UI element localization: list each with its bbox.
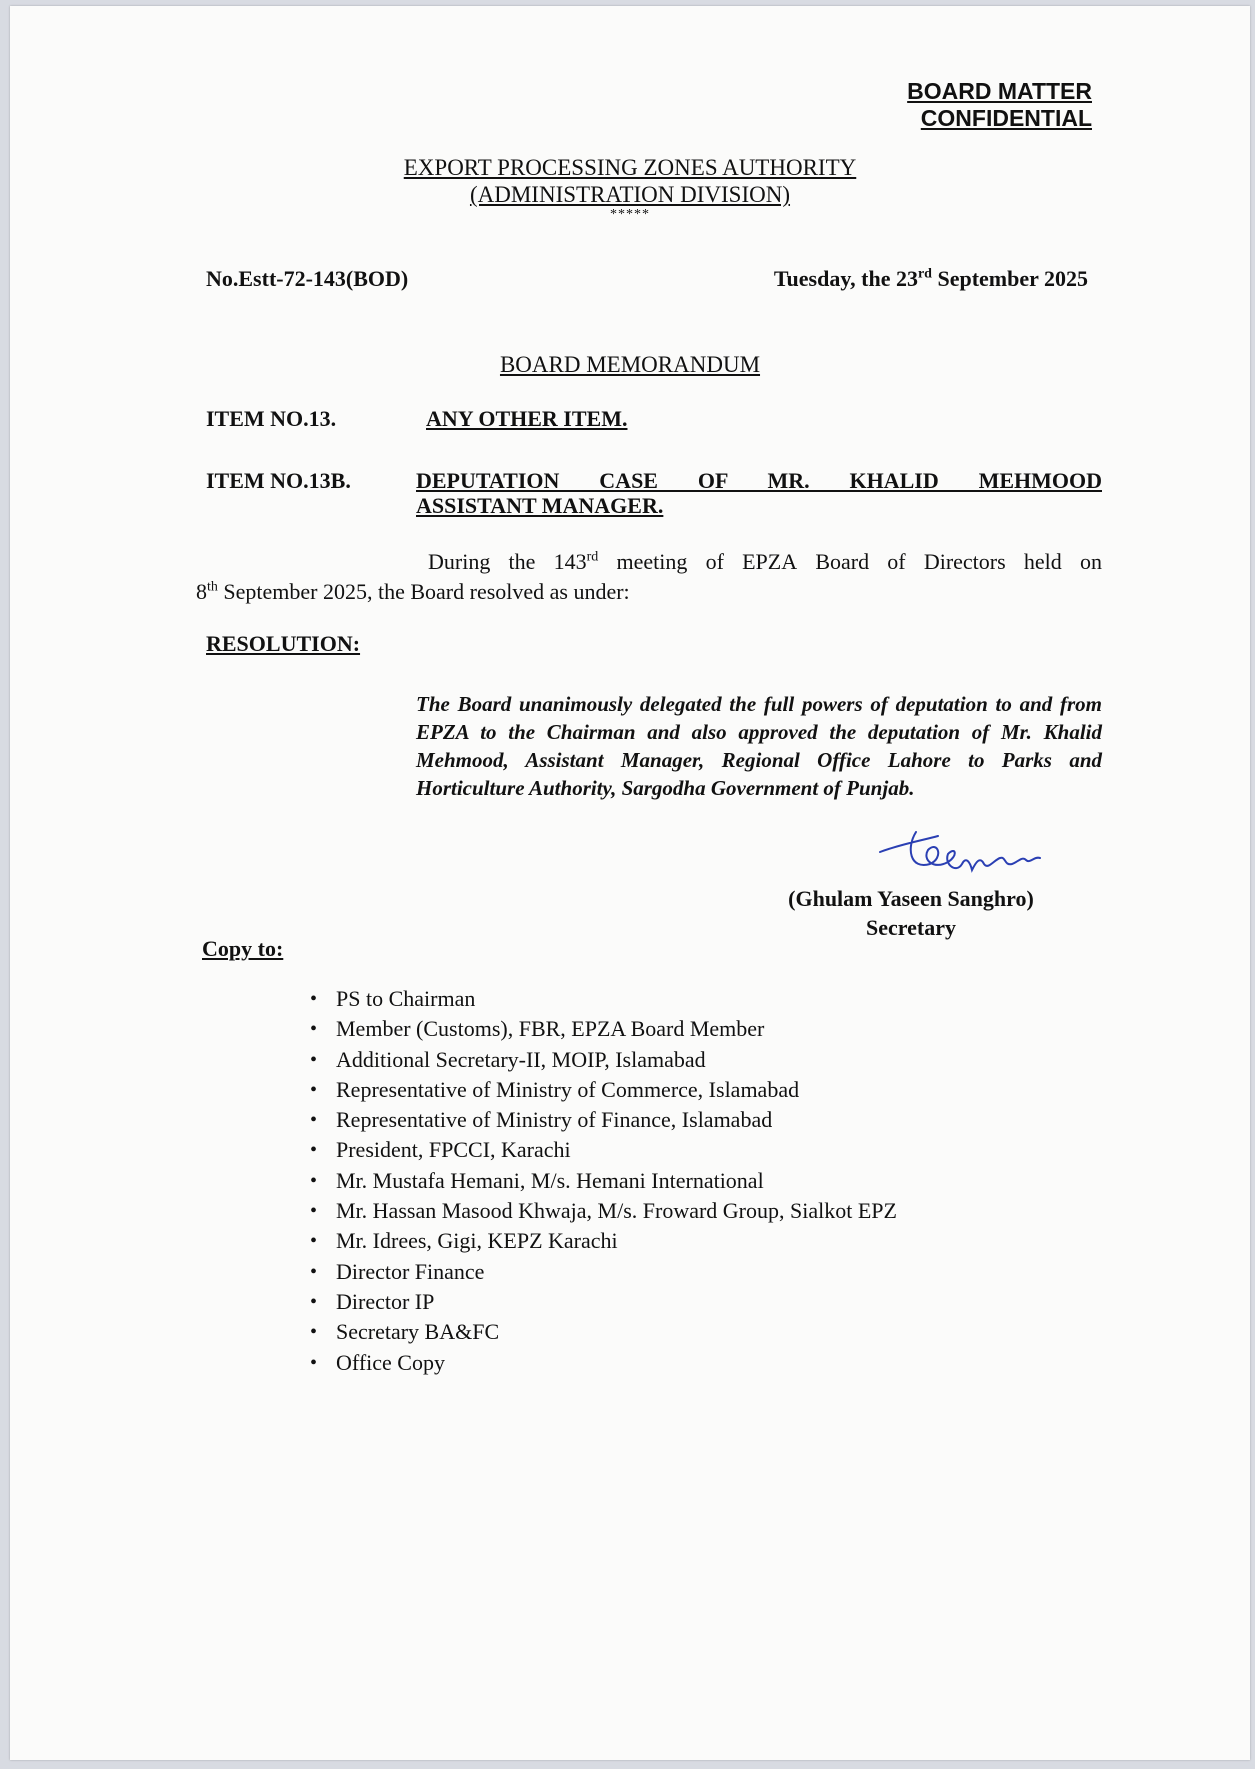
item-13b-title-line-1: DEPUTATION CASE OF MR. KHALID MEHMOOD	[416, 468, 1102, 493]
date-suffix: rd	[917, 266, 932, 282]
signatory-designation: Secretary	[866, 915, 956, 940]
date-rest: September 2025	[931, 266, 1088, 291]
list-item: • Additional Secretary-II, MOIP, Islamabad	[300, 1045, 897, 1075]
resolution-text: The Board unanimously delegated the full powers of deputation to and from EPZA to the Chairman and also approved the deputation of Mr. Khalid Mehmood, Assistant Manager, Regional Office Lahore to Parks and Horticulture Authority, Sargodha Government of Punjab.	[416, 692, 1102, 800]
org-division: (ADMINISTRATION DIVISION)	[469, 182, 791, 207]
classification-stamp	[907, 78, 1092, 132]
org-name: EXPORT PROCESSING ZONES AUTHORITY	[403, 155, 857, 180]
list-item: • Secretary BA&FC	[300, 1317, 897, 1347]
word: the	[508, 549, 536, 574]
word: 143rd	[553, 549, 599, 574]
signatory-block	[761, 884, 1061, 942]
list-item: • President, FPCCI, Karachi	[300, 1135, 897, 1165]
list-item: • Representative of Ministry of Finance, Islamabad	[300, 1105, 897, 1135]
organization-header	[10, 154, 1250, 222]
item-13b-title-line-2: ASSISTANT MANAGER.	[416, 493, 664, 518]
word: of	[887, 549, 906, 574]
list-item: • PS to Chairman	[300, 984, 897, 1014]
list-item: • Mr. Hassan Masood Khwaja, M/s. Froward Group, Sialkot EPZ	[300, 1196, 897, 1226]
list-item: • Mr. Mustafa Hemani, M/s. Hemani International	[300, 1166, 897, 1196]
word: of	[705, 549, 724, 574]
item-13-number: ITEM NO.13.	[206, 406, 337, 431]
intro-paragraph	[196, 547, 1102, 607]
classification-line-1: BOARD MATTER	[907, 78, 1092, 104]
word: EPZA	[742, 549, 798, 574]
word: held	[1023, 549, 1062, 574]
word: meeting	[616, 549, 688, 574]
document-page	[10, 6, 1250, 1760]
intro-line-2-rest: September 2025, the Board resolved as under:	[217, 579, 630, 604]
intro-line-1	[196, 547, 1102, 577]
list-item: • Representative of Ministry of Commerce, Islamabad	[300, 1075, 897, 1105]
copy-to-list	[300, 984, 897, 1378]
list-item: • Director IP	[300, 1287, 897, 1317]
word: Board	[815, 549, 870, 574]
reference-number: No.Estt-72-143(BOD)	[206, 266, 409, 291]
resolution-label: RESOLUTION:	[206, 631, 361, 656]
list-item: • Director Finance	[300, 1257, 897, 1287]
list-item: • Office Copy	[300, 1348, 897, 1378]
memo-title: BOARD MEMORANDUM	[499, 352, 761, 377]
intro-line-2	[196, 577, 1102, 607]
header-stars: *****	[610, 207, 650, 222]
item-13b-number: ITEM NO.13B.	[206, 468, 351, 493]
copy-to-label: Copy to:	[202, 936, 284, 961]
word: Directors	[923, 549, 1006, 574]
word: on	[1079, 549, 1102, 574]
list-item: • Member (Customs), FBR, EPZA Board Member	[300, 1014, 897, 1044]
classification-line-2: CONFIDENTIAL	[920, 105, 1092, 131]
memo-date	[774, 266, 1088, 292]
date-prefix: Tuesday, the 23	[773, 266, 918, 291]
list-item: • Mr. Idrees, Gigi, KEPZ Karachi	[300, 1226, 897, 1256]
word: During	[428, 549, 491, 574]
meeting-date-suffix: th	[207, 579, 218, 595]
meeting-date-number: 8	[196, 579, 207, 604]
signature-icon	[876, 826, 1076, 886]
item-13-title: ANY OTHER ITEM.	[426, 406, 628, 431]
signatory-name: (Ghulam Yaseen Sanghro)	[788, 886, 1034, 911]
